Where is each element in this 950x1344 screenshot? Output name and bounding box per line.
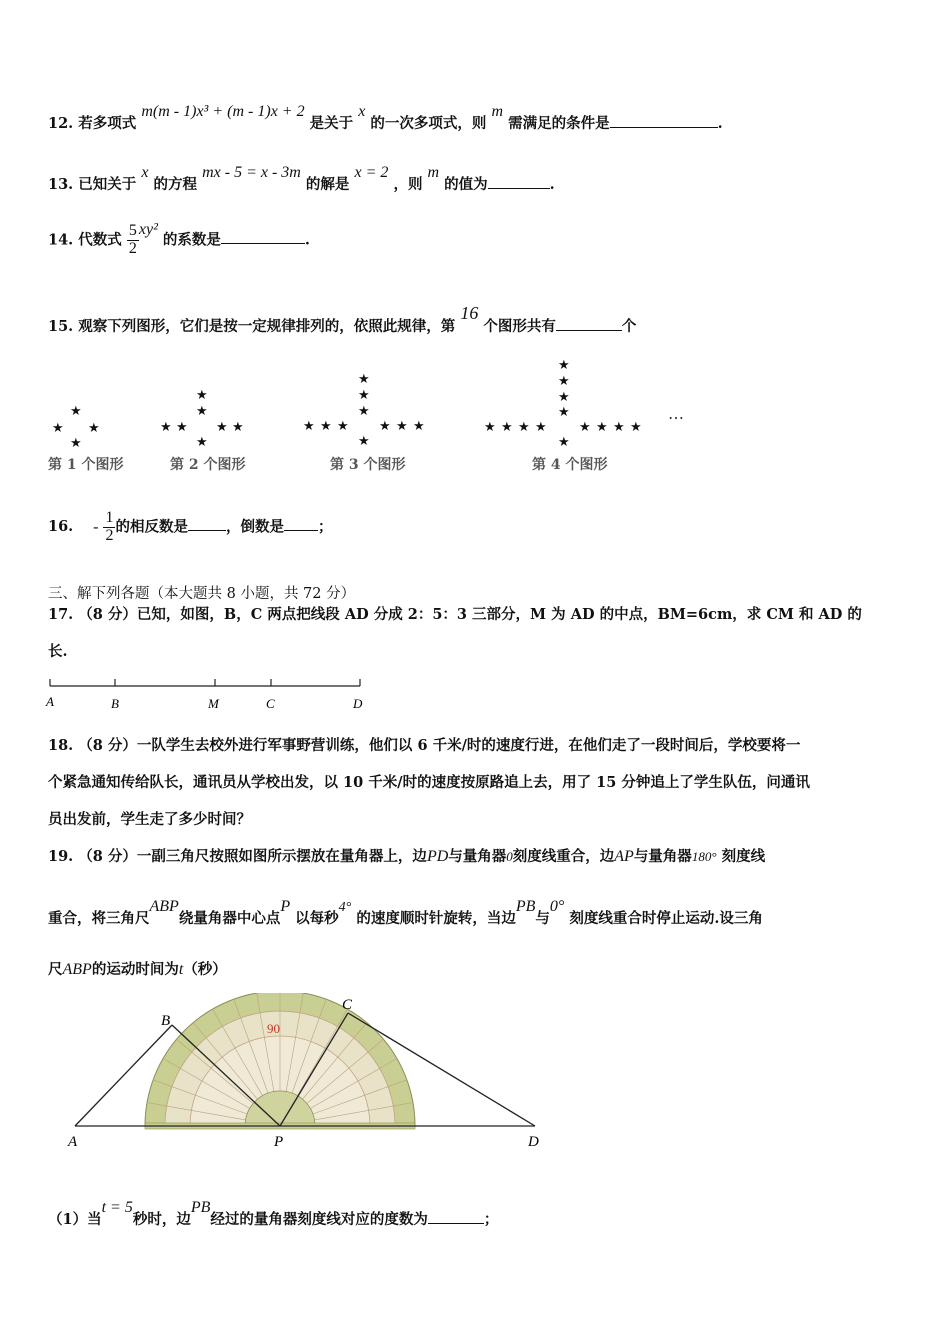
- star: ★: [358, 372, 370, 387]
- figure-caption-2: 第 2 个图形: [170, 457, 246, 473]
- star: ★: [320, 419, 332, 434]
- question-19-line-2: 重合，将三角尺ABP绕量角器中心点P 以每秒4° 的速度顺时针旋转，当边PB与0° 刻度线重合时停止运动.设三角: [48, 898, 763, 927]
- star: ★: [630, 420, 642, 435]
- star: ★: [484, 420, 496, 435]
- star: ★: [358, 388, 370, 403]
- star: ★: [413, 419, 425, 434]
- star: ★: [558, 374, 570, 389]
- star: ★: [70, 404, 82, 419]
- fraction: $\frac{5}{2}$: [128, 222, 137, 257]
- label-d: D: [528, 1134, 539, 1150]
- star: ★: [232, 420, 244, 435]
- label-b: B: [161, 1013, 171, 1029]
- point-label-d: D: [353, 696, 363, 711]
- star: ★: [358, 404, 370, 419]
- star: ★: [160, 420, 172, 435]
- star: ★: [196, 435, 208, 450]
- protractor-figure: [60, 993, 560, 1153]
- point-label-m: M: [208, 696, 219, 711]
- star: ★: [70, 436, 82, 451]
- label-c: C: [342, 997, 353, 1013]
- star: ★: [52, 421, 64, 436]
- figure-caption-1: 第 1 个图形: [48, 457, 124, 473]
- ellipsis: …: [668, 404, 684, 423]
- star: ★: [558, 405, 570, 420]
- question-16: 16. - $\frac{1}{2}$ 的相反数是 ，倒数是 ；: [48, 509, 333, 544]
- question-13: 13. 已知关于 x 的方程 mx - 5 = x - 3m 的解是 x = 2 ，则 m 的值为 .: [48, 164, 555, 193]
- star: ★: [558, 358, 570, 373]
- section-heading: 三、解下列各题（本大题共 8 小题，共 72 分）: [48, 586, 356, 602]
- point-label-b: B: [111, 696, 119, 711]
- protractor-90-label: 90: [267, 1021, 280, 1036]
- question-19-line-3: 尺ABP的运动时间为t（秒）: [48, 961, 227, 978]
- star: ★: [196, 404, 208, 419]
- question-19-line-1: 19. （8 分）一副三角尺按照如图所示摆放在量角器上，边PD与量角器0刻度线重合，边AP与量角器180° 刻度线: [48, 848, 766, 865]
- answer-blank[interactable]: [428, 1209, 484, 1224]
- math-expression: m(m - 1)x³ + (m - 1)x + 2: [141, 103, 305, 120]
- star: ★: [535, 420, 547, 435]
- figure-caption-3: 第 3 个图形: [330, 457, 406, 473]
- fraction: $\frac{1}{2}$: [105, 509, 114, 544]
- question-17: 17. （8 分）已知，如图，B，C 两点把线段 AD 分成 2：5：3 三部分，M 为 AD 的中点，BM=6cm，求 CM 和 AD 的 长.: [48, 606, 862, 660]
- star: ★: [358, 434, 370, 449]
- star: ★: [596, 420, 608, 435]
- point-label-c: C: [266, 696, 275, 711]
- star: ★: [518, 420, 530, 435]
- star: ★: [216, 420, 228, 435]
- question-15: 15. 观察下列图形，它们是按一定规律排列的，依照此规律，第 16 个图形共有 个: [48, 303, 637, 335]
- question-18: 18. （8 分）一队学生去校外进行军事野营训练，他们以 6 千米/时的速度行进，在他们走了一段时间后，学校要将一 个紧急通知传给队长，通讯员从学校出发，以 10 千米/时的速度按原路追上去，用了 15 分钟追上了学生队伍，问通讯 员出发前，学生走了多少时间？: [48, 737, 810, 828]
- star: ★: [613, 420, 625, 435]
- star: ★: [303, 419, 315, 434]
- label-a: A: [68, 1134, 78, 1150]
- star: ★: [196, 388, 208, 403]
- label-p: P: [274, 1134, 284, 1150]
- figure-caption-4: 第 4 个图形: [532, 457, 608, 473]
- star: ★: [396, 419, 408, 434]
- point-label-a: A: [46, 694, 54, 709]
- star: ★: [379, 419, 391, 434]
- star: ★: [88, 421, 100, 436]
- star: ★: [176, 420, 188, 435]
- segment-diagram: [40, 672, 380, 716]
- question-12: 12. 若多项式 m(m - 1)x³ + (m - 1)x + 2 是关于 x 的一次多项式，则 m 需满足的条件是 .: [48, 103, 723, 132]
- star: ★: [558, 390, 570, 405]
- star: ★: [558, 435, 570, 450]
- star: ★: [501, 420, 513, 435]
- question-19-part-1: （1）当t = 5秒时，边PB经过的量角器刻度线对应的度数为 ；: [48, 1199, 499, 1228]
- question-14: 14. 代数式 $\frac{5}{2}$ xy² 的系数是 .: [48, 221, 310, 257]
- star: ★: [337, 419, 349, 434]
- star: ★: [579, 420, 591, 435]
- equation: mx - 5 = x - 3m: [202, 164, 301, 181]
- answer-blank-opposite[interactable]: [188, 516, 226, 531]
- answer-blank-reciprocal[interactable]: [284, 516, 318, 531]
- star-pattern-figures: [0, 0, 950, 480]
